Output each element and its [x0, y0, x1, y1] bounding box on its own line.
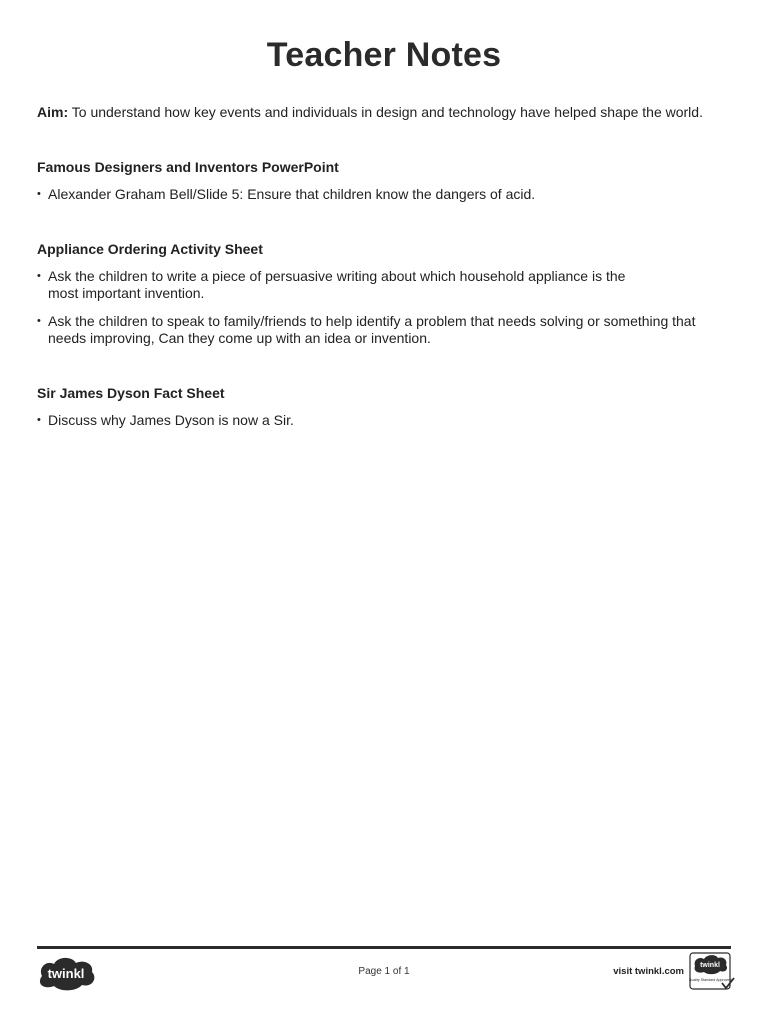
list-item: • Ask the children to write a piece of persuasive writing about which household appliance is the most important invention.: [37, 268, 626, 301]
section-famous-designers: [37, 158, 717, 203]
bullet-list: [37, 186, 717, 203]
list-item: • Discuss why James Dyson is now a Sir.: [37, 412, 294, 428]
list-item: • Ask the children to speak to family/friends to help identify a problem that needs solving or something that needs improving, Can they come up with an idea or invention.: [37, 313, 696, 346]
section-heading: Appliance Ordering Activity Sheet: [37, 241, 263, 257]
footer-divider: [37, 946, 731, 949]
svg-text:twinkl: twinkl: [47, 966, 85, 981]
bullet-icon: •: [37, 270, 41, 282]
section-appliance-ordering: [37, 240, 717, 347]
svg-text:Quality Standard Approved: Quality Standard Approved: [689, 978, 732, 982]
quality-badge-icon: [689, 952, 735, 997]
svg-text:twinkl: twinkl: [700, 962, 720, 969]
section-james-dyson: [37, 384, 717, 429]
bullet-list: [37, 412, 717, 429]
aim-label: Aim:: [37, 104, 69, 120]
section-heading: Famous Designers and Inventors PowerPoint: [37, 159, 339, 175]
list-item: • Alexander Graham Bell/Slide 5: Ensure that children know the dangers of acid.: [37, 186, 536, 202]
bullet-icon: •: [37, 315, 41, 327]
bullet-list: [37, 268, 717, 347]
section-heading: Sir James Dyson Fact Sheet: [37, 385, 225, 401]
bullet-icon: •: [37, 188, 41, 200]
visit-link[interactable]: visit twinkl.com: [613, 966, 684, 977]
aim-text: To understand how key events and individuals in design and technology have helped shape the world.: [68, 104, 703, 120]
page-title: Teacher Notes: [266, 36, 502, 74]
page-number: Page 1 of 1: [358, 966, 410, 977]
bullet-icon: •: [37, 414, 41, 426]
aim-statement: [37, 103, 737, 121]
